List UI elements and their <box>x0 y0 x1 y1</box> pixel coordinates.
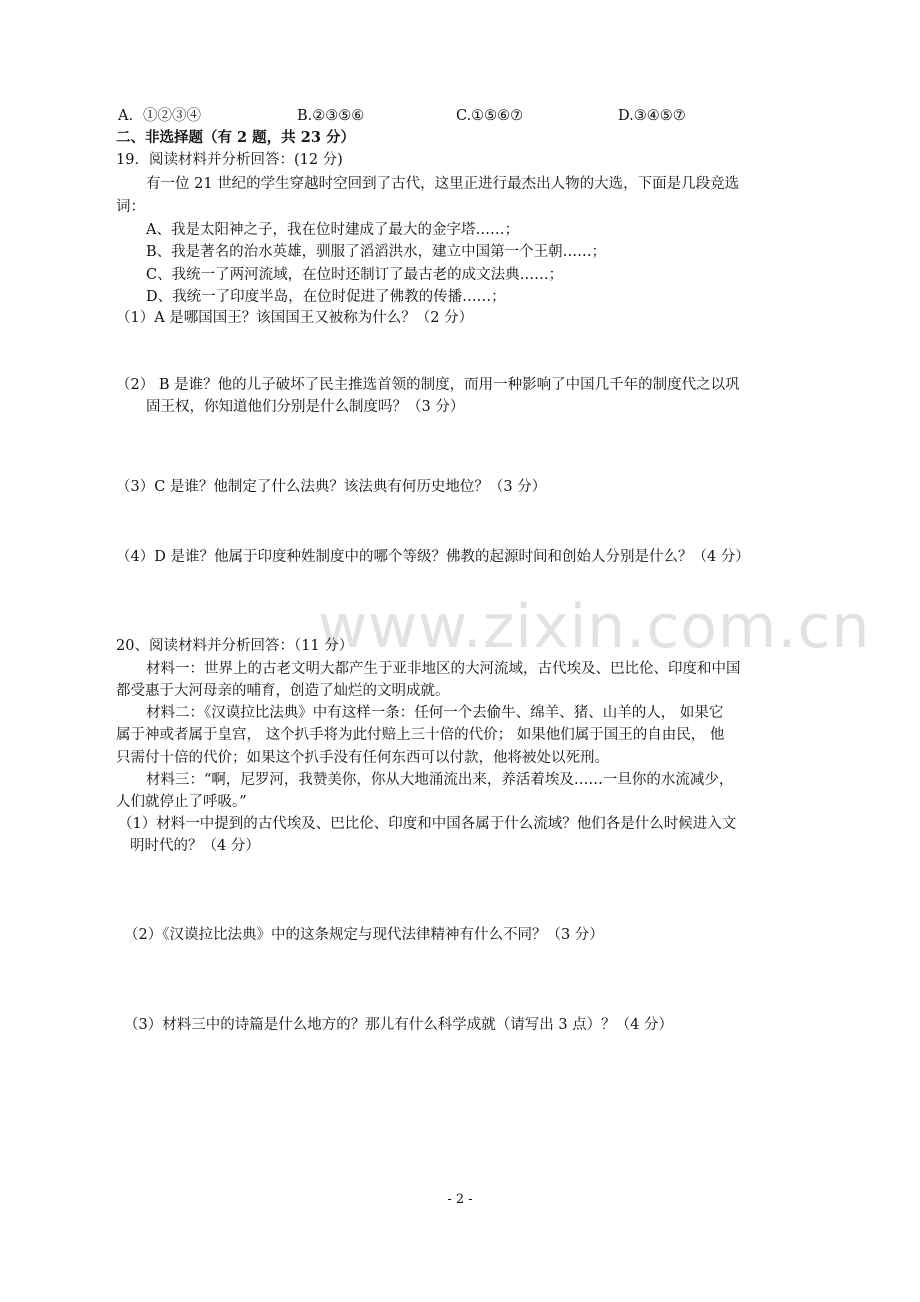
q20-sub3: （3）材料三中的诗篇是什么地方的？那儿有什么科学成就（请写出 3 点）？（4 分） <box>124 1017 674 1033</box>
q19-intro-line2: 词： <box>116 199 145 215</box>
option-a: A．①②③④ <box>118 108 201 124</box>
q19-intro-line1: 有一位 21 世纪的学生穿越时空回到了古代，这里正进行最杰出人物的大选，下面是几段竞选 <box>146 176 740 192</box>
q19-statement-c: C、我统一了两河流域，在位时还制订了最古老的成文法典……； <box>146 267 564 283</box>
q19-sub2-line1: （2） B 是谁？他的儿子破坏了民主推选首领的制度，而用一种影响了中国几千年的制度代之以巩 <box>116 377 740 393</box>
q19-sub3: （3）C 是谁？他制定了什么法典？该法典有何历史地位？（3 分） <box>116 479 547 495</box>
q19-sub2-line2: 固王权，你知道他们分别是什么制度吗？（3 分） <box>146 399 465 415</box>
q20-material3-line2: 人们就停止了呼吸。” <box>116 794 247 810</box>
q20-material2-line3: 只需付十倍的代价；如果这个扒手没有任何东西可以付款，他将被处以死刑。 <box>116 750 609 766</box>
q20-title: 20、阅读材料并分析回答：（11 分） <box>116 638 354 654</box>
q19-sub1: （1）A 是哪国国王？该国国王又被称为什么？（2 分） <box>116 310 474 326</box>
option-c: C.①⑤⑥⑦ <box>456 108 524 124</box>
q20-sub1-line1: （1）材料一中提到的古代埃及、巴比伦、印度和中国各属于什么流域？他们各是什么时候进入文 <box>118 816 737 832</box>
q19-sub4: （4）D 是谁？他属于印度种姓制度中的哪个等级？佛教的起源时间和创始人分别是什么？（4 分） <box>116 549 750 565</box>
q19-title: 19．阅读材料并分析回答：(12 分) <box>116 152 343 168</box>
q19-statement-a: A、我是太阳神之子，我在位时建成了最大的金字塔……； <box>146 222 519 238</box>
q19-statement-b: B、我是著名的治水英雄，驯服了滔滔洪水，建立中国第一个王朝……； <box>146 244 607 260</box>
watermark: www.zixin.com.cn <box>318 592 871 662</box>
page-number: - 2 - <box>447 1192 473 1207</box>
q20-material2-line1: 材料二：《汉谟拉比法典》中有这样一条：任何一个去偷牛、绵羊、猪、山羊的人， 如果它 <box>146 705 724 721</box>
q20-material1-line1: 材料一：世界上的古老文明大都产生于亚非地区的大河流域，古代埃及、巴比伦、印度和中国 <box>146 661 741 677</box>
option-b: B.②③⑤⑥ <box>297 108 365 124</box>
section-title: 二、非选择题（有 2 题，共 23 分） <box>116 129 355 146</box>
q20-material2-line2: 属于神或者属于皇宫， 这个扒手将为此付赔上三十倍的代价； 如果他们属于国王的自由民， 他 <box>116 727 725 743</box>
q20-sub1-line2: 明时代的？（4 分） <box>130 838 260 854</box>
q20-material1-line2: 都受惠于大河母亲的哺育，创造了灿烂的文明成就。 <box>116 683 450 699</box>
q20-material3-line1: 材料三：“啊，尼罗河，我赞美你，你从大地涌流出来，养活着埃及……一旦你的水流减少， <box>146 772 734 788</box>
q19-statement-d: D、我统一了印度半岛，在位时促进了佛教的传播……； <box>146 289 506 305</box>
q20-sub2: （2）《汉谟拉比法典》中的这条规定与现代法律精神有什么不同？（3 分） <box>124 927 604 943</box>
option-d: D.③④⑤⑦ <box>618 108 686 124</box>
